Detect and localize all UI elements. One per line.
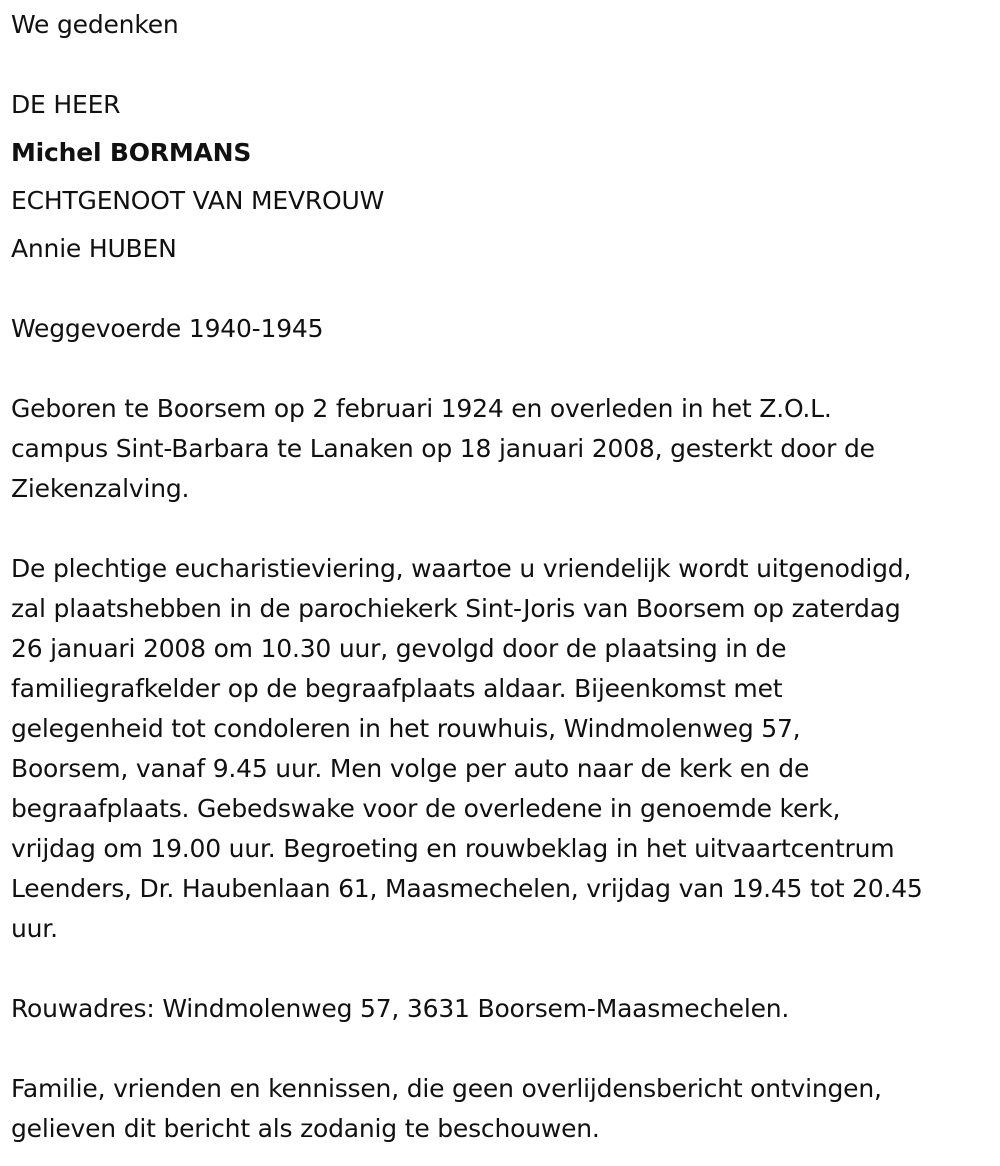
- paragraph-line: Boorsem, vanaf 9.45 uur. Men volge per auto naar de kerk en de: [11, 754, 810, 783]
- deceased-name: Michel BORMANS: [11, 138, 252, 167]
- honorific-title: DE HEER: [11, 90, 121, 119]
- paragraph-line: vrijdag om 19.00 uur. Begroeting en rouwbeklag in het uitvaartcentrum: [11, 834, 895, 863]
- paragraph-line: De plechtige eucharistieviering, waartoe u vriendelijk wordt uitgenodigd,: [11, 554, 912, 583]
- paragraph-line: Leenders, Dr. Haubenlaan 61, Maasmechelen, vrijdag van 19.45 tot 20.45: [11, 874, 923, 903]
- deported-note: Weggevoerde 1940-1945: [11, 314, 324, 343]
- relation-text: ECHTGENOOT VAN MEVROUW: [11, 186, 385, 215]
- paragraph-line: Geboren te Boorsem op 2 februari 1924 en overleden in het Z.O.L.: [11, 394, 832, 423]
- paragraph-line: familiegrafkelder op de begraafplaats aldaar. Bijeenkomst met: [11, 674, 783, 703]
- paragraph-line: zal plaatshebben in de parochiekerk Sint-Joris van Boorsem op zaterdag: [11, 594, 901, 623]
- paragraph-line: gelieven dit bericht als zodanig te beschouwen.: [11, 1114, 600, 1143]
- paragraph-line: uur.: [11, 914, 58, 943]
- paragraph-line: begraafplaats. Gebedswake voor de overledene in genoemde kerk,: [11, 794, 841, 823]
- spouse-name: Annie HUBEN: [11, 234, 177, 263]
- paragraph-line: gelegenheid tot condoleren in het rouwhuis, Windmolenweg 57,: [11, 714, 801, 743]
- paragraph-line: campus Sint-Barbara te Lanaken op 18 januari 2008, gesterkt door de: [11, 434, 875, 463]
- mourning-address: Rouwadres: Windmolenweg 57, 3631 Boorsem-Maasmechelen.: [11, 994, 790, 1023]
- intro-text: We gedenken: [11, 10, 179, 39]
- paragraph-line: 26 januari 2008 om 10.30 uur, gevolgd door de plaatsing in de: [11, 634, 787, 663]
- paragraph-line: Familie, vrienden en kennissen, die geen overlijdensbericht ontvingen,: [11, 1074, 882, 1103]
- paragraph-line: Ziekenzalving.: [11, 474, 190, 503]
